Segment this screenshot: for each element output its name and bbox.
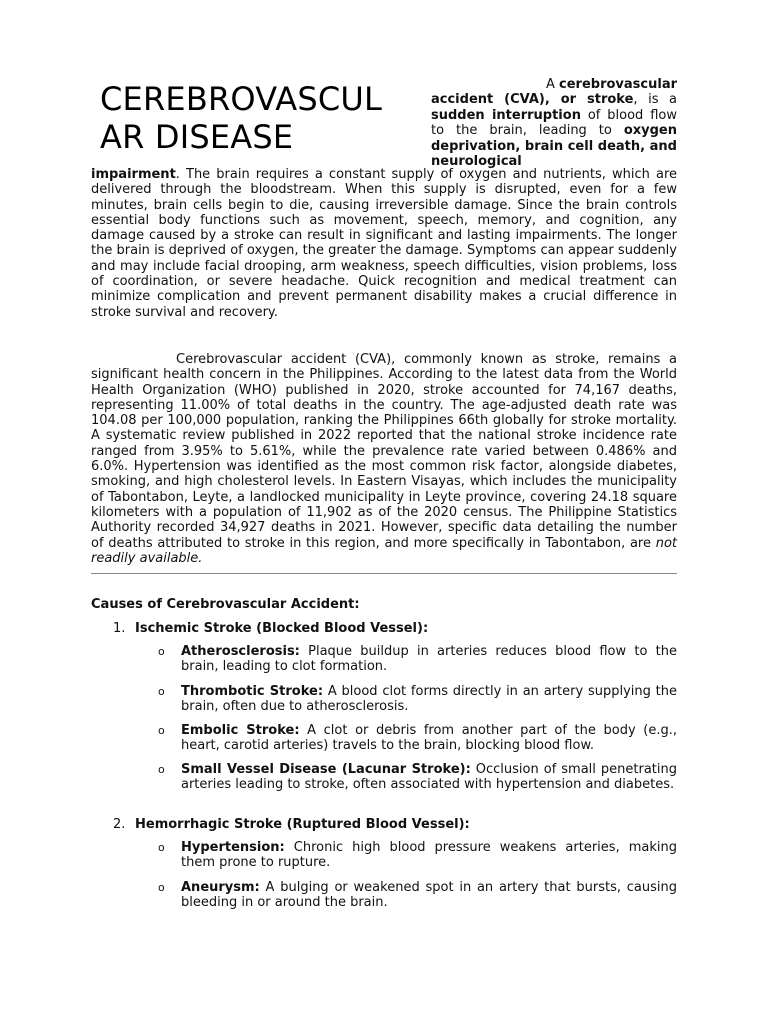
cause-group-title: Hemorrhagic Stroke (Ruptured Blood Vessel): bbox=[135, 817, 470, 832]
item-term: Embolic Stroke: bbox=[181, 723, 300, 738]
statistics-italic: not readily available. bbox=[91, 535, 677, 566]
intro-bold-sudden: sudden interruption bbox=[431, 107, 581, 123]
item-term: Hypertension: bbox=[181, 840, 285, 855]
title-line-2: AR DISEASE bbox=[100, 118, 294, 156]
item-desc: A bulging or weakened spot in an artery that bursts, causing bleeding in or around the brain. bbox=[181, 880, 677, 911]
cause-group-title: Ischemic Stroke (Blocked Blood Vessel): bbox=[135, 621, 429, 636]
item-term: Atherosclerosis: bbox=[181, 644, 300, 659]
list-item bbox=[158, 684, 677, 715]
list-item bbox=[158, 723, 677, 754]
cause-group-hemorrhagic bbox=[113, 817, 470, 832]
intro-text-b: , is a bbox=[633, 92, 678, 108]
statistics-paragraph bbox=[91, 352, 677, 566]
item-term: Small Vessel Disease (Lacunar Stroke): bbox=[181, 762, 471, 777]
statistics-text: Cerebrovascular accident (CVA), commonly known as stroke, remains a significant health concern in the Philippines. According to the latest data from the World Health Organization (WHO) published in 2020, stroke accounted for 74,167 deaths, representing 11.00% of total deaths in the country. The age-adjusted death rate was 104.08 per 100,000 population, ranking the Philippines 66th globally for stroke mortality. A systematic review published in 2022 reported that the national stroke incidence rate ranged from 3.95% to 5.61%, while the prevalence rate varied between 0.486% and 6.0%. Hypertension was identified as the most common risk factor, alongside diabetes, smoking, and high cholesterol levels. In Eastern Visayas, which includes the municipality of Tabontabon, Leyte, a landlocked municipality in Leyte province, covering 24.18 square kilometers with a population of 11,902 as of the 2020 census. The Philippine Statistics Authority recorded 34,927 deaths in 2021. However, specific data detailing the number of deaths attributed to stroke in this region, and more specifically in Tabontabon, are bbox=[91, 352, 677, 551]
page-title bbox=[100, 80, 420, 156]
intro-side-column bbox=[431, 77, 677, 169]
item-desc: A blood clot forms directly in an artery supplying the brain, often due to atherosclerosis. bbox=[181, 684, 677, 715]
horizontal-divider bbox=[91, 573, 677, 574]
list-item bbox=[158, 880, 677, 911]
intro-bold-cva: accident (CVA), or stroke bbox=[431, 92, 634, 108]
bullet-icon: o bbox=[158, 763, 165, 776]
intro-bold-cva-word: cerebrovascular bbox=[559, 77, 677, 92]
item-desc: Occlusion of small penetrating arteries leading to stroke, often associated with hypertension and diabetes. bbox=[181, 762, 677, 793]
bullet-icon: o bbox=[158, 645, 165, 658]
item-desc: Plaque buildup in arteries reduces blood flow to the brain, leading to clot formation. bbox=[181, 644, 677, 675]
bullet-icon: o bbox=[158, 841, 165, 854]
item-desc: A clot or debris from another part of the body (e.g., heart, carotid arteries) travels to the brain, blocking blood flow. bbox=[181, 723, 677, 754]
intro-text-c: of blood flow to the brain, leading to bbox=[431, 107, 677, 139]
intro-bold-impairment: impairment bbox=[91, 167, 176, 182]
item-term: Aneurysm: bbox=[181, 880, 260, 895]
list-number: 2. bbox=[113, 817, 126, 832]
causes-heading: Causes of Cerebrovascular Accident: bbox=[91, 597, 360, 612]
item-desc: Chronic high blood pressure weakens arteries, making them prone to rupture. bbox=[181, 840, 677, 871]
list-number: 1. bbox=[113, 621, 126, 636]
bullet-icon: o bbox=[158, 685, 165, 698]
intro-rest: . The brain requires a constant supply of oxygen and nutrients, which are delivered through the bloodstream. When this supply is disrupted, even for a few minutes, brain cells begin to die, causing irreversible damage. Since the brain controls essential body functions such as movement, speech, memory, and cognition, any damage caused by a stroke can result in significant and lasting impairments. The longer the brain is deprived of oxygen, the greater the damage. Symptoms can appear suddenly and may include facial drooping, arm weakness, speech difficulties, vision problems, loss of coordination, or severe headache. Quick recognition and medical treatment can minimize complication and prevent permanent disability makes a crucial difference in stroke survival and recovery. bbox=[91, 167, 677, 320]
intro-paragraph bbox=[91, 167, 677, 320]
intro-first-line bbox=[431, 77, 677, 92]
list-item bbox=[158, 644, 677, 675]
bullet-icon: o bbox=[158, 881, 165, 894]
title-line-1: CEREBROVASCUL bbox=[100, 80, 383, 118]
intro-bold-oxygen: oxygen deprivation, brain cell death, and neurological bbox=[431, 123, 677, 170]
item-term: Thrombotic Stroke: bbox=[181, 684, 324, 699]
list-item bbox=[158, 762, 677, 793]
intro-text-a: A bbox=[545, 77, 560, 92]
list-item bbox=[158, 840, 677, 871]
bullet-icon: o bbox=[158, 724, 165, 737]
cause-group-ischemic bbox=[113, 621, 428, 636]
